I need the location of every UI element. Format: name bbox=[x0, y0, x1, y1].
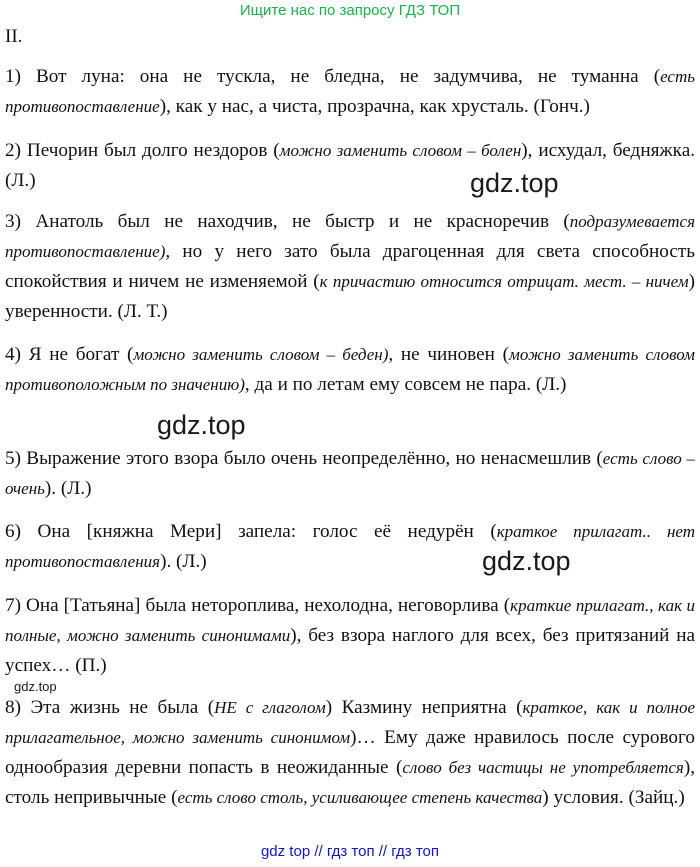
exercise-item-6 bbox=[5, 517, 695, 577]
item-text: ). (Л.) bbox=[160, 551, 207, 572]
item-comment: слово без частицы не употребляется bbox=[402, 758, 684, 777]
item-text: ), без взора наглого для всех, без притязаний на успех… (П.) bbox=[5, 625, 695, 676]
item-comment: к причастию относится отрицат. мест. – ничем bbox=[319, 272, 689, 291]
exercise-item-3 bbox=[5, 207, 695, 327]
item-comment: есть слово – очень bbox=[5, 449, 695, 498]
item-comment: есть слово столь, усиливающее степень качества bbox=[177, 788, 543, 807]
item-comment: краткое прилагат.. нет противопоставления bbox=[5, 522, 695, 571]
section-label: II. bbox=[5, 26, 23, 47]
watermark: gdz.top bbox=[157, 410, 246, 440]
item-text: ) Казмину неприятна ( bbox=[325, 697, 523, 718]
item-text: 1) Вот луна: она не тускла, не бледна, не задумчива, не туманна ( bbox=[5, 66, 661, 87]
item-text: 3) Анатоль был не находчив, не быстр и не красноречив ( bbox=[5, 211, 570, 232]
watermark: gdz.top bbox=[14, 679, 57, 694]
item-comment: можно заменить словом – болен bbox=[279, 141, 522, 160]
item-text: ), исхудал, бедняжка. (Л.) bbox=[5, 140, 696, 191]
item-text: ), столь непривычные ( bbox=[5, 757, 695, 808]
item-text: 7) Она [Татьяна] была нетороплива, нехолодна, неговорлива ( bbox=[5, 595, 511, 616]
item-text: , не чиновен ( bbox=[388, 344, 510, 365]
item-text: ) условия. (Зайц.) bbox=[542, 787, 685, 808]
exercise-item-5 bbox=[5, 444, 695, 504]
item-text: , но у него зато была драгоценная для света способность спокойствия и ничем не изменяемой ( bbox=[5, 241, 695, 292]
exercise-item-4 bbox=[5, 340, 695, 400]
exercise-item-1 bbox=[5, 62, 695, 122]
item-text: ), как у нас, а чиста, прозрачна, как хрусталь. (Гонч.) bbox=[159, 96, 590, 117]
watermark: gdz.top bbox=[482, 546, 571, 576]
top-banner: Ищите нас по запросу ГДЗ ТОП bbox=[239, 2, 461, 19]
item-text: )… Ему даже нравилось после сурового однообразия деревни попасть в неожиданные ( bbox=[5, 727, 695, 778]
item-comment: краткие прилагат., как и полные, можно заменить синонимами bbox=[5, 596, 695, 645]
item-text: 6) Она [княжна Мери] запела: голос её недурён ( bbox=[5, 521, 497, 542]
watermark: gdz.top bbox=[470, 168, 559, 198]
item-text: ). (Л.) bbox=[44, 478, 92, 499]
item-comment: можно заменить словом противоположным по значению) bbox=[5, 345, 696, 394]
item-text: 8) Эта жизнь не была ( bbox=[5, 697, 215, 718]
exercise-item-8 bbox=[5, 693, 695, 813]
bottom-banner: gdz top // гдз топ // гдз топ bbox=[260, 843, 440, 860]
item-comment: можно заменить словом – беден) bbox=[133, 345, 389, 364]
item-text: 2) Печорин был долго нездоров ( bbox=[5, 140, 280, 161]
item-comment: есть противопоставление bbox=[5, 67, 695, 116]
exercise-item-2 bbox=[5, 136, 695, 196]
item-text: 4) Я не богат ( bbox=[5, 344, 134, 365]
item-text: , да и по летам ему совсем не пара. (Л.) bbox=[244, 374, 567, 395]
exercise-item-7 bbox=[5, 591, 695, 681]
item-comment: подразумевается противопоставление) bbox=[5, 212, 695, 261]
item-text: ) уверенности. (Л. Т.) bbox=[5, 271, 695, 322]
item-comment: НЕ с глаголом bbox=[214, 698, 326, 717]
item-comment: краткое, как и полное прилагательное, можно заменить синонимом bbox=[5, 698, 695, 747]
item-text: 5) Выражение этого взора было очень неопределённо, но ненасмешлив ( bbox=[5, 448, 603, 469]
